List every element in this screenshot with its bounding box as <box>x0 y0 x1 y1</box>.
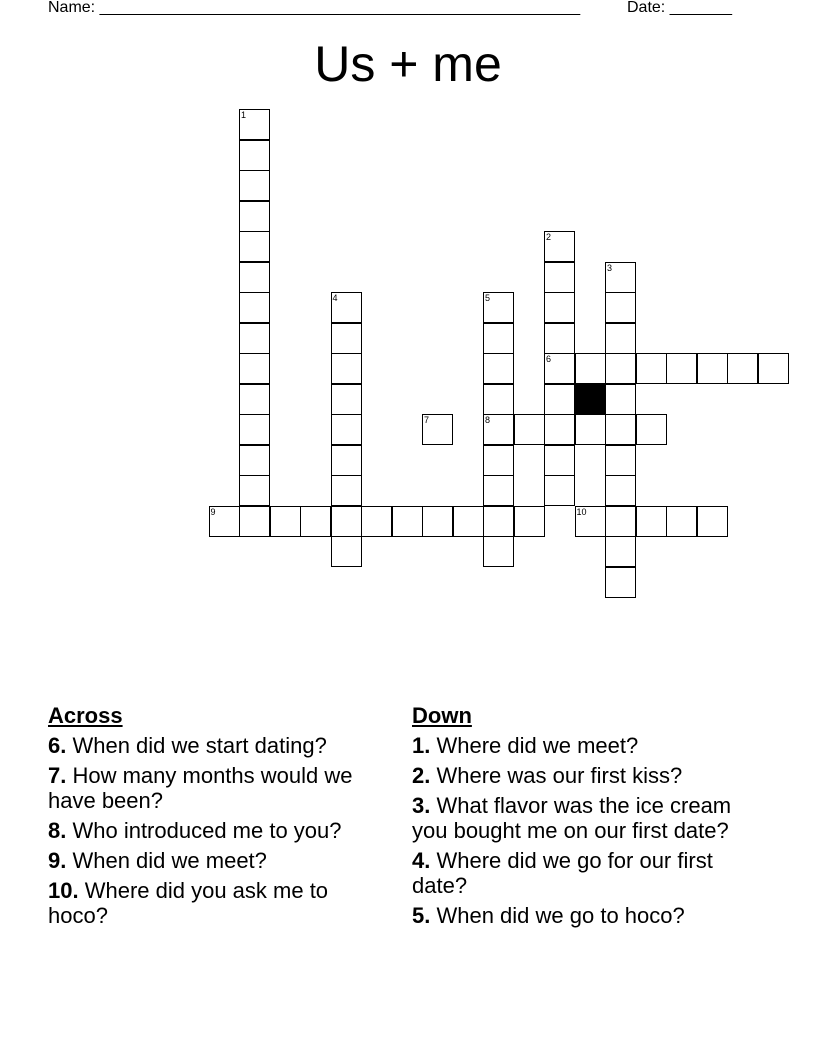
clue-number: 8. <box>48 818 67 843</box>
crossword-cell[interactable] <box>544 292 575 323</box>
crossword-cell[interactable] <box>331 445 362 476</box>
crossword-cell[interactable] <box>422 506 453 537</box>
crossword-cell[interactable] <box>239 353 270 384</box>
clue-text: Where did we meet? <box>430 733 639 758</box>
clue-down-3 <box>412 793 752 843</box>
cell-number: 6 <box>546 354 552 364</box>
crossword-cell[interactable] <box>514 414 545 445</box>
clue-down-4 <box>412 848 752 898</box>
crossword-cell[interactable] <box>544 353 575 384</box>
crossword-cell[interactable] <box>483 414 514 445</box>
crossword-cell[interactable] <box>605 414 636 445</box>
clue-number: 3. <box>412 793 431 818</box>
crossword-cell[interactable] <box>544 231 575 262</box>
puzzle-title: Us + me <box>314 36 502 92</box>
clue-number: 5. <box>412 903 431 928</box>
crossword-cell[interactable] <box>239 323 270 354</box>
crossword-cell[interactable] <box>544 384 575 415</box>
clue-text: Where did you ask me to hoco? <box>48 878 329 928</box>
cell-number: 10 <box>576 506 587 517</box>
crossword-cell[interactable] <box>483 353 514 384</box>
clue-down-1 <box>412 733 752 758</box>
crossword-cell[interactable] <box>361 506 392 537</box>
crossword-cell[interactable] <box>605 262 636 293</box>
crossword-cell[interactable] <box>758 353 789 384</box>
cell-number: 7 <box>424 415 430 425</box>
crossword-cell[interactable] <box>544 475 575 506</box>
crossword-cell[interactable] <box>544 414 575 445</box>
cell-number: 9 <box>210 506 216 517</box>
crossword-cell[interactable] <box>605 292 636 323</box>
crossword-black-cell <box>575 384 606 415</box>
crossword-cell[interactable] <box>239 506 270 537</box>
crossword-cell[interactable] <box>483 384 514 415</box>
crossword-cell[interactable] <box>605 445 636 476</box>
clue-number: 10. <box>48 878 79 903</box>
clue-number: 4. <box>412 848 431 873</box>
across-heading: Across <box>48 703 123 728</box>
crossword-cell[interactable] <box>544 323 575 354</box>
crossword-cell[interactable] <box>239 414 270 445</box>
clue-down-5 <box>412 903 752 928</box>
clue-across-7 <box>48 763 388 813</box>
crossword-cell[interactable] <box>239 445 270 476</box>
crossword-cell[interactable] <box>483 292 514 323</box>
crossword-cell[interactable] <box>575 506 606 537</box>
crossword-cell[interactable] <box>392 506 423 537</box>
crossword-cell[interactable] <box>514 506 545 537</box>
crossword-cell[interactable] <box>666 506 697 537</box>
crossword-cell[interactable] <box>483 475 514 506</box>
crossword-cell[interactable] <box>422 414 453 445</box>
crossword-cell[interactable] <box>666 353 697 384</box>
clue-number: 1. <box>412 733 431 758</box>
crossword-cell[interactable] <box>483 323 514 354</box>
crossword-cell[interactable] <box>605 353 636 384</box>
crossword-cell[interactable] <box>605 506 636 537</box>
crossword-cell[interactable] <box>483 445 514 476</box>
clue-across-9 <box>48 848 388 873</box>
crossword-cell[interactable] <box>331 292 362 323</box>
cell-number: 3 <box>607 262 613 273</box>
crossword-cell[interactable] <box>209 506 240 537</box>
crossword-cell[interactable] <box>605 384 636 415</box>
clue-text: Who introduced me to you? <box>66 818 342 843</box>
clue-number: 7. <box>48 763 67 788</box>
crossword-cell[interactable] <box>239 201 270 232</box>
crossword-cell[interactable] <box>697 353 728 384</box>
clue-text: When did we meet? <box>66 848 267 873</box>
clue-text: Where did we go for our first date? <box>412 848 713 898</box>
crossword-cell[interactable] <box>239 475 270 506</box>
clue-number: 2. <box>412 763 431 788</box>
crossword-cell[interactable] <box>331 475 362 506</box>
crossword-cell[interactable] <box>239 384 270 415</box>
clue-across-10 <box>48 878 388 928</box>
clue-across-8 <box>48 818 388 843</box>
crossword-cell[interactable] <box>239 109 270 140</box>
crossword-cell[interactable] <box>605 475 636 506</box>
crossword-cell[interactable] <box>575 414 606 445</box>
crossword-cell[interactable] <box>544 445 575 476</box>
clue-text: How many months would we have been? <box>48 763 353 813</box>
crossword-cell[interactable] <box>239 231 270 262</box>
clue-text: When did we start dating? <box>66 733 327 758</box>
cell-number: 1 <box>241 110 247 120</box>
cell-number: 5 <box>485 293 491 303</box>
crossword-cell[interactable] <box>636 353 667 384</box>
crossword-cell[interactable] <box>239 262 270 293</box>
crossword-cell[interactable] <box>239 170 270 201</box>
name-field[interactable]: Name: ______________________________________________________ <box>48 0 581 16</box>
crossword-cell[interactable] <box>605 323 636 354</box>
crossword-cell[interactable] <box>331 384 362 415</box>
clue-text: What flavor was the ice cream you bought me on our first date? <box>412 793 732 843</box>
crossword-cell[interactable] <box>331 414 362 445</box>
crossword-cell[interactable] <box>453 506 484 537</box>
crossword-cell[interactable] <box>331 506 362 537</box>
date-field[interactable]: Date: _______ <box>627 0 732 16</box>
clue-across-6 <box>48 733 388 758</box>
clue-text: Where was our first kiss? <box>430 763 683 788</box>
crossword-cell[interactable] <box>270 506 301 537</box>
crossword-cell[interactable] <box>575 353 606 384</box>
crossword-cell[interactable] <box>727 353 758 384</box>
crossword-cell[interactable] <box>483 536 514 567</box>
crossword-cell[interactable] <box>636 414 667 445</box>
cell-number: 8 <box>485 415 491 425</box>
crossword-cell[interactable] <box>331 323 362 354</box>
crossword-cell[interactable] <box>544 262 575 293</box>
cell-number: 4 <box>332 293 338 303</box>
down-clues <box>412 703 752 933</box>
clue-down-2 <box>412 763 752 788</box>
clue-number: 6. <box>48 733 67 758</box>
crossword-cell[interactable] <box>483 506 514 537</box>
down-heading: Down <box>412 703 472 728</box>
crossword-cell[interactable] <box>331 536 362 567</box>
crossword-cell[interactable] <box>605 567 636 598</box>
crossword-cell[interactable] <box>605 536 636 567</box>
crossword-cell[interactable] <box>300 506 331 537</box>
cell-number: 2 <box>546 232 552 242</box>
clue-number: 9. <box>48 848 67 873</box>
across-clues <box>48 703 388 933</box>
crossword-cell[interactable] <box>697 506 728 537</box>
crossword-cell[interactable] <box>239 140 270 171</box>
crossword-cell[interactable] <box>331 353 362 384</box>
crossword-cell[interactable] <box>239 292 270 323</box>
clue-text: When did we go to hoco? <box>430 903 685 928</box>
crossword-cell[interactable] <box>636 506 667 537</box>
